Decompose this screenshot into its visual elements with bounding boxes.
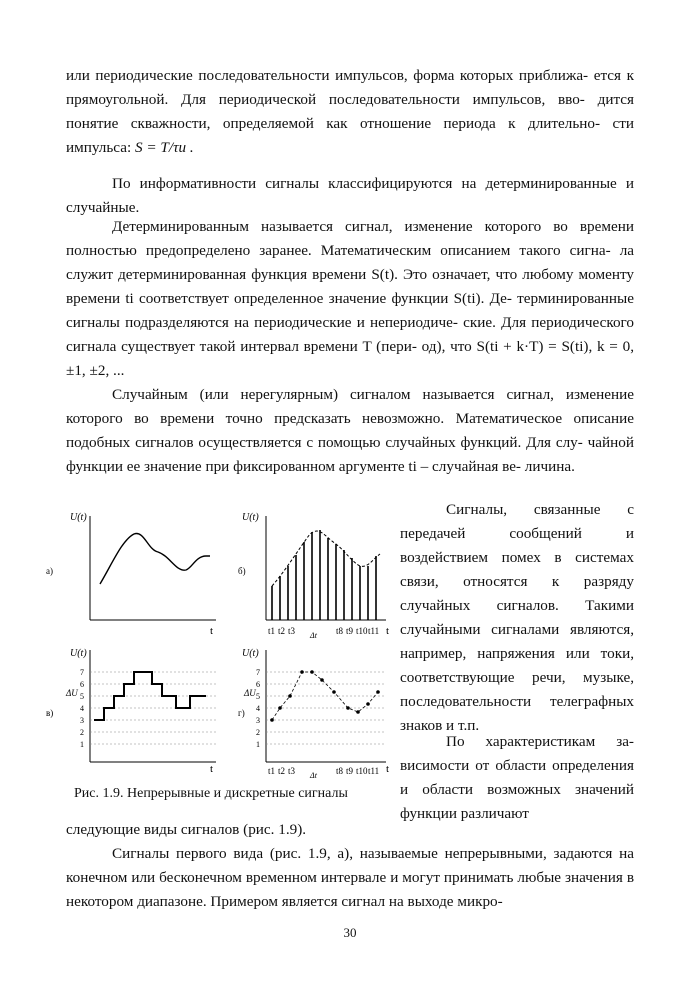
tick-d-10: t10 <box>356 766 368 776</box>
p1-line-b: ется к прямоугольной. Для периодической последовательности импульсов, вво- <box>66 67 635 108</box>
panel-b-label: б) <box>238 566 246 576</box>
p4-c: личина. <box>524 458 575 475</box>
level-d-3: 3 <box>256 716 260 725</box>
level-d-4: 4 <box>256 704 260 713</box>
axis-label-c: U(t) <box>70 648 87 659</box>
panel-d-label: г) <box>238 708 245 718</box>
tick-d-11: t11 <box>368 766 380 776</box>
side-paragraph-2: По характеристикам за-висимости от области определения и области возможных значений функции различают <box>400 733 634 822</box>
level-c-7: 7 <box>80 668 84 677</box>
side-paragraph-1: Сигналы, связанные с передачей сообщений и воздействием помех в системах связи, относятся к разряду случайных сигналов. Такими случайными сигналами являются, например, напряжения или токи, соответствующие речи, музыке, последовательности телеграфных знаков и т.п. <box>400 501 634 734</box>
axis-label-a: U(t) <box>70 512 87 523</box>
p4-b: чайной функции ее значение при фиксированном аргументе ti – случайная ве- <box>66 434 635 475</box>
delta-t-d: Δt <box>310 771 317 780</box>
level-d-1: 1 <box>256 740 260 749</box>
figure-caption: Рис. 1.9. Непрерывные и дискретные сигналы <box>74 786 348 801</box>
delta-u-c: ΔU <box>66 688 78 698</box>
formula-s: S = T/τи . <box>134 139 194 156</box>
panel-a-continuous <box>46 512 216 637</box>
paragraph-5: следующие виды сигналов (рис. 1.9). <box>66 821 307 838</box>
tick-d-8: t8 <box>336 766 344 776</box>
tick-b-11: t11 <box>368 626 380 636</box>
panel-c-label: в) <box>46 708 54 718</box>
axis-label-b: U(t) <box>242 512 259 523</box>
p3-e: од), что S(ti + k·T) = S(ti), k = 0, ±1, ±2, ... <box>66 338 634 379</box>
time-label-b: t <box>386 625 390 637</box>
tick-d-9: t9 <box>346 766 354 776</box>
p3-b: ла служит детерминированная функция времени S(t). Это означает, что любому моменту времени ti соответствует определенное значение функции S(ti). Де- <box>66 242 635 307</box>
level-d-6: 6 <box>256 680 260 689</box>
panel-d-digital <box>238 648 389 780</box>
paragraph-1 <box>66 64 634 160</box>
level-c-1: 1 <box>80 740 84 749</box>
delta-t-b: Δt <box>310 631 317 640</box>
p3-c: терминированные сигналы подразделяются на периодические и непериодиче- <box>66 290 635 331</box>
level-c-4: 4 <box>80 704 84 713</box>
panel-b-discrete-time <box>238 512 389 640</box>
tick-d-2: t2 <box>278 766 286 776</box>
figure-signals <box>40 500 396 788</box>
p4-a: Случайным (или нерегулярным) сигналом называется сигнал, изменение которого во времени точно предсказать невозможно. Математическое описание подобных сигналов осуществляется с помощью случайных функций. Для слу- <box>66 386 634 451</box>
level-d-5: 5 <box>256 692 260 701</box>
tick-b-10: t10 <box>356 626 368 636</box>
panel-a-label: а) <box>46 566 53 576</box>
tick-b-1: t1 <box>268 626 276 636</box>
p1-line-a: или периодические последовательности импульсов, форма которых приближа- <box>66 67 589 84</box>
time-label-d: t <box>386 763 390 775</box>
tick-b-9: t9 <box>346 626 354 636</box>
tick-d-1: t1 <box>268 766 276 776</box>
page-number: 30 <box>343 925 357 940</box>
paragraph-4 <box>66 383 634 479</box>
level-d-2: 2 <box>256 728 260 737</box>
tick-b-2: t2 <box>278 626 286 636</box>
level-d-7: 7 <box>256 668 260 677</box>
tick-b-3: t3 <box>288 626 296 636</box>
p3-d: ские. Для периодического сигнала существует такой интервал времени T (пери- <box>66 314 634 355</box>
p1-line-c: дится понятие скважности, определяемой как отношение периода к длительно- <box>66 91 634 132</box>
tick-b-8: t8 <box>336 626 344 636</box>
tick-d-3: t3 <box>288 766 296 776</box>
time-label-a: t <box>210 625 214 637</box>
level-c-3: 3 <box>80 716 84 725</box>
paragraph-2: По информативности сигналы классифицируются на детерминированные и случайные. <box>66 175 634 216</box>
level-c-2: 2 <box>80 728 84 737</box>
axis-label-d: U(t) <box>242 648 259 659</box>
time-label-c: t <box>210 763 214 775</box>
panel-c-quantized <box>46 648 216 775</box>
delta-u-d: ΔU <box>244 688 256 698</box>
paragraph-3 <box>66 215 634 383</box>
level-c-6: 6 <box>80 680 84 689</box>
paragraph-6: Сигналы первого вида (рис. 1.9, а), называемые непрерывными, задаются на конечном или бесконечном временном интервале и могут принимать любые значения в некотором диапазоне. Примером является сигнал на выходе микро- <box>66 845 634 910</box>
p1-line-d: сти импульса: <box>66 115 635 156</box>
level-c-5: 5 <box>80 692 84 701</box>
p3-a: Детерминированным называется сигнал, изменение которого во времени полностью предопределено заранее. Математическим описанием такого сигна- <box>66 218 634 259</box>
